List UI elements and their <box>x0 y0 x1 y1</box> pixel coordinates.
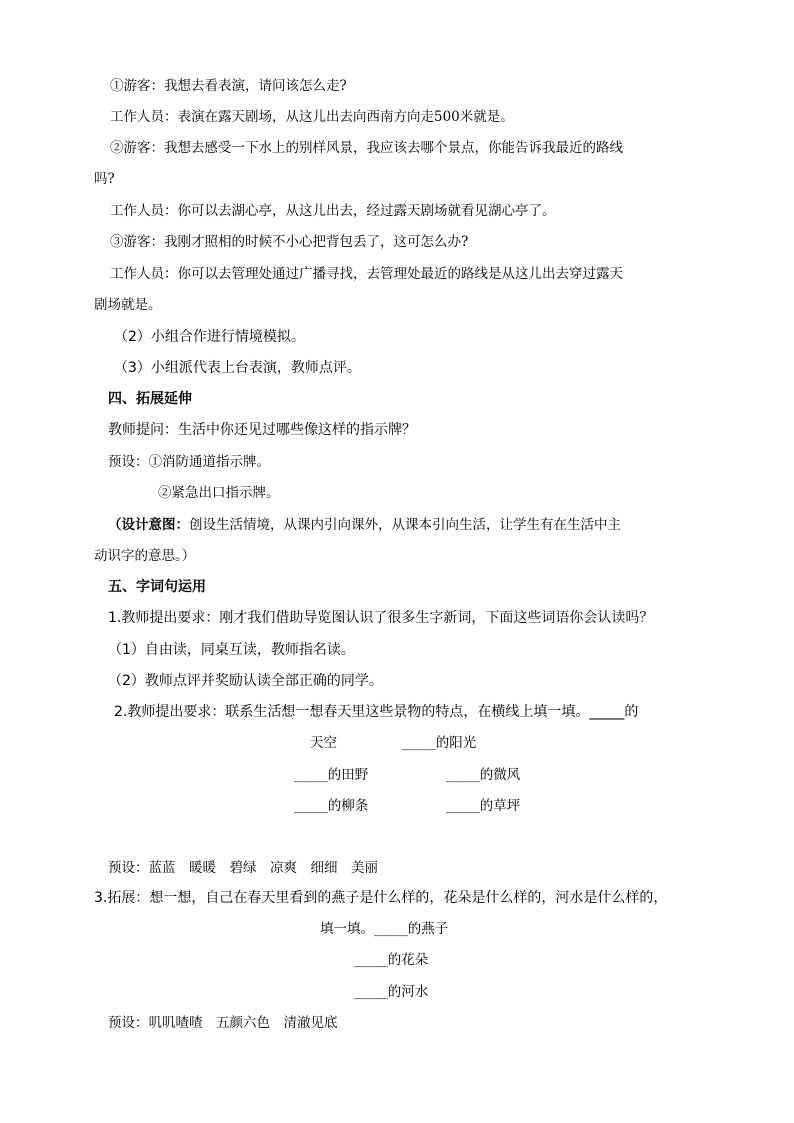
dialogue-staff-1: 工作人员：表演在露天剧场，从这儿出去向西南方向走500米就是。 <box>110 109 514 125</box>
preset-sign-2: ②紧急出口指示牌。 <box>158 485 280 501</box>
fill-sky: 天空 <box>310 735 337 751</box>
design-intent-colon: ： <box>175 517 189 533</box>
fill-flower: _____的花朵 <box>354 952 429 968</box>
dialogue-visitor-1: ①游客：我想去看表演，请问该怎么走? <box>110 78 347 94</box>
preset-idioms: 预设：叽叽喳喳 五颜六色 清澈见底 <box>108 1015 338 1031</box>
dialogue-visitor-2-cont: 吗? <box>94 171 115 187</box>
dialogue-staff-2: 工作人员：你可以去湖心亭，从这儿出去，经过露天剧场就看见湖心亭了。 <box>110 203 556 219</box>
fill-breeze: _____的微风 <box>446 767 521 783</box>
step-group-simulation: （2）小组合作进行情境模拟。 <box>114 329 305 345</box>
dialogue-visitor-2: ②游客：我想去感受一下水上的别样风景，我应该去哪个景点，你能告诉我最近的路线 <box>110 140 623 156</box>
dialogue-visitor-3: ③游客：我刚才照相的时候不小心把背包丢了，这可怎么办? <box>110 234 469 250</box>
teacher-question: 教师提问：生活中你还见过哪些像这样的指示牌？ <box>108 422 416 438</box>
fill-willow: _____的柳条 <box>294 798 369 814</box>
fill-sunshine: _____的阳光 <box>402 735 477 751</box>
fill-lawn: _____的草坪 <box>446 798 521 814</box>
requirement-1: 1.教师提出要求：刚才我们借助导览图认识了很多生字新词，下面这些词语你会认读吗？ <box>108 610 654 626</box>
fill-river: _____的河水 <box>354 984 429 1000</box>
design-intent <box>108 515 621 535</box>
design-intent-text: 创设生活情境，从课内引向课外，从课本引向生活，让学生有在生活中主 <box>189 517 621 533</box>
design-intent-cont: 动识字的意思。） <box>94 548 196 564</box>
requirement-1-b: （2）教师点评并奖励认读全部正确的同学。 <box>108 673 383 689</box>
requirement-2: 2.教师提出要求：联系生活想一想春天里这些景物的特点，在横线上填一填。_____的 <box>114 704 639 720</box>
section-heading-words: 五、字词句运用 <box>108 579 206 595</box>
preset-sign-1: 预设：①消防通道指示牌。 <box>108 454 270 470</box>
dialogue-staff-3: 工作人员：你可以去管理处通过广播寻找，去管理处最近的路线是从这儿出去穿过露天 <box>110 266 623 282</box>
dialogue-staff-3-cont: 剧场就是。 <box>94 297 162 313</box>
section-heading-extension: 四、拓展延伸 <box>108 391 192 407</box>
fill-swallow: 填一填。_____的燕子 <box>320 921 449 937</box>
design-intent-label: （设计意图 <box>108 517 176 533</box>
preset-words: 预设：蓝蓝 暖暖 碧绿 凉爽 细细 美丽 <box>108 860 378 876</box>
fill-field: _____的田野 <box>294 767 369 783</box>
extension-task: 3.拓展：想一想，自己在春天里看到的燕子是什么样的，花朵是什么样的，河水是什么样的， <box>94 890 668 906</box>
step-group-performance: （3）小组派代表上台表演，教师点评。 <box>114 360 361 376</box>
requirement-1-a: （1）自由读，同桌互读，教师指名读。 <box>108 642 355 658</box>
